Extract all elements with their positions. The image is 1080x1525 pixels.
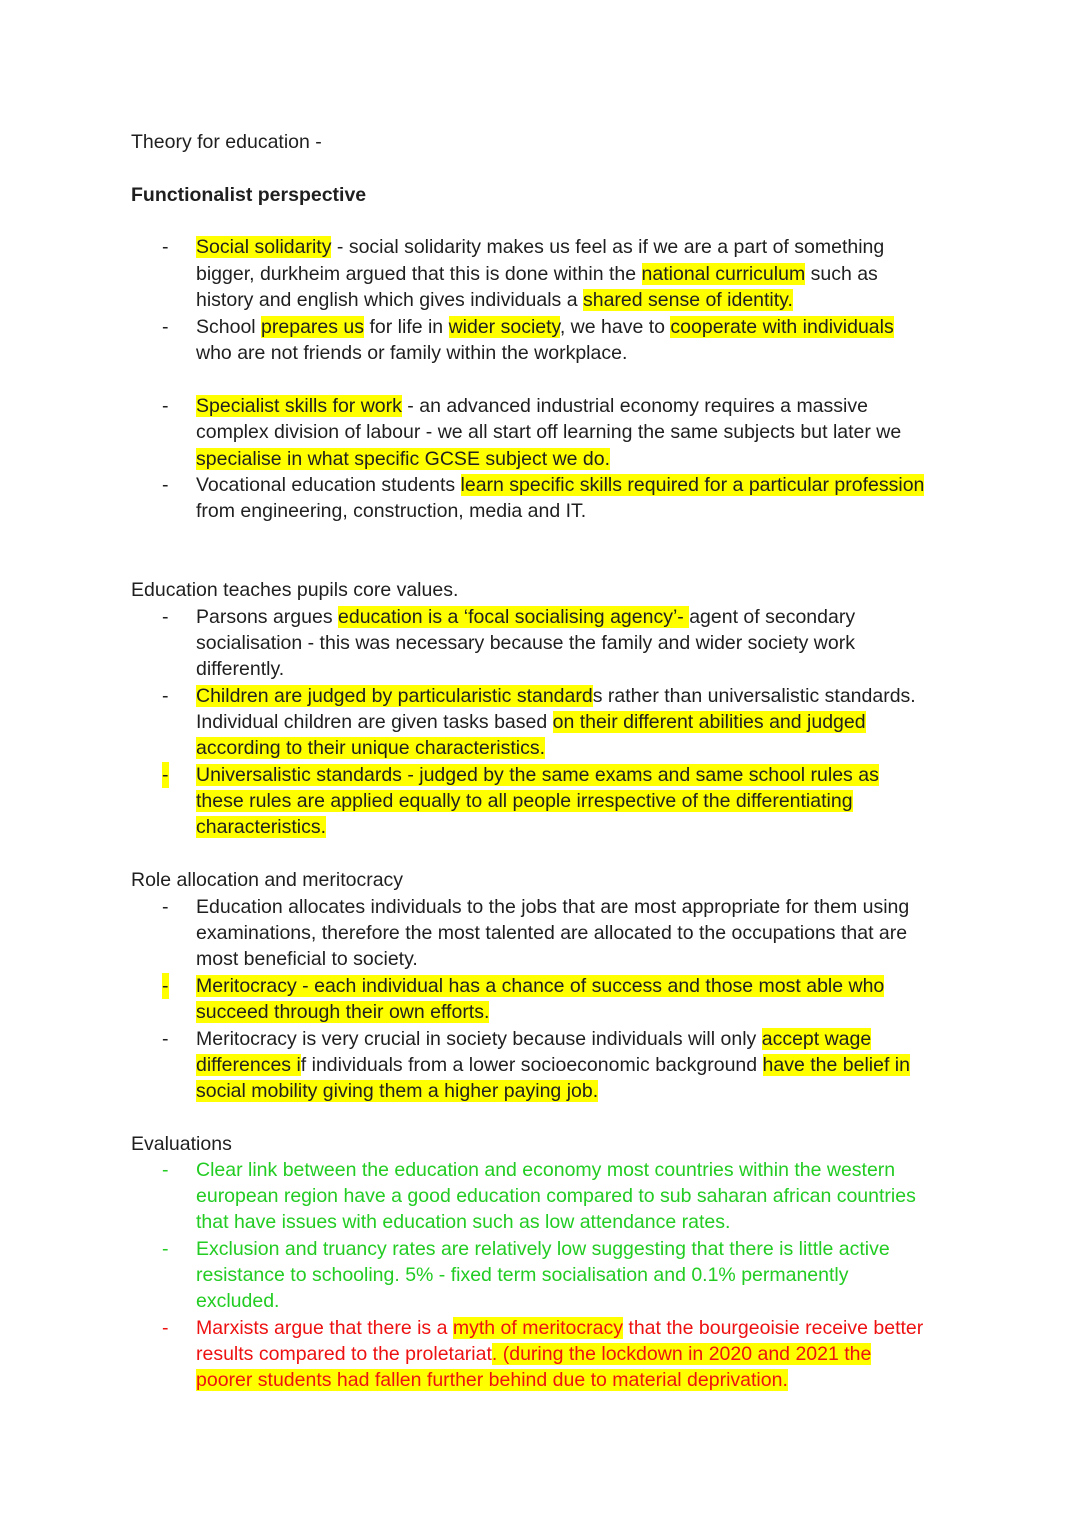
highlighted-text: accept wage (761, 1028, 872, 1050)
highlighted-text: poorer students had fallen further behind due to material deprivation. (196, 1369, 788, 1391)
highlighted-text: education is a ‘focal socialising agency’- (338, 606, 690, 628)
bullet-dash: - (162, 606, 169, 628)
highlighted-text: these rules are applied equally to all people irrespective of the differentiating (196, 790, 853, 812)
text: Exclusion and truancy rates are relatively low suggesting that there is little active (196, 1238, 890, 1260)
bullet-line (196, 472, 924, 498)
bullet-dash: - (162, 236, 169, 258)
text: for life in (364, 316, 449, 338)
text: results compared to the proletariat (196, 1343, 492, 1365)
highlighted-text: prepares us (261, 316, 365, 338)
highlighted-text: Universalistic standards - judged by the same exams and same school rules as (196, 764, 879, 786)
highlighted-text: succeed through their own efforts. (196, 1001, 490, 1023)
text: that the bourgeoisie receive better (623, 1317, 924, 1339)
highlighted-text: according to their unique characteristics. (196, 737, 546, 759)
text: resistance to schooling. 5% - fixed term socialisation and 0.1% permanently (196, 1264, 849, 1286)
text: excluded. (196, 1290, 280, 1312)
text: examinations, therefore the most talented are allocated to the occupations that are (196, 922, 908, 944)
bullet-line (196, 920, 907, 946)
highlighted-text: . (during the lockdown in 2020 and 2021 the (491, 1343, 872, 1365)
bullet-dash: - (162, 1028, 169, 1050)
bullet-line (196, 261, 878, 287)
highlighted-text: Social solidarity (196, 236, 332, 258)
bullet-line (196, 498, 586, 524)
text: differently. (196, 658, 285, 680)
bullet-line (196, 683, 916, 709)
bullet-dash: - (162, 685, 169, 707)
text: complex division of labour - we all start off learning the same subjects but later we (196, 421, 902, 443)
highlighted-text: wider society (448, 316, 560, 338)
text: european region have a good education compared to sub saharan african countries (196, 1185, 916, 1207)
bullet-line (196, 1315, 923, 1341)
bullet-dash: - (162, 896, 169, 918)
bullet-line (196, 1367, 788, 1393)
highlighted-text: have the belief in (762, 1054, 910, 1076)
bullet-line (196, 894, 909, 920)
highlighted-text: myth of meritocracy (452, 1317, 623, 1339)
bullet-line (196, 709, 866, 735)
bullet-line (196, 788, 853, 814)
bullet-dash: - (162, 474, 169, 496)
functionalist-heading: Functionalist perspective (131, 184, 367, 206)
bullet-line (196, 1078, 598, 1104)
text: School (196, 316, 262, 338)
bullet-line (196, 446, 610, 472)
bullet-line (196, 287, 793, 313)
bullet-line (196, 1052, 910, 1078)
text: Meritocracy is very crucial in society because individuals will only (196, 1028, 762, 1050)
bullet-line (196, 762, 879, 788)
bullet-line (196, 999, 489, 1025)
highlighted-text: characteristics. (196, 816, 327, 838)
bullet-line (196, 973, 884, 999)
role-heading: Role allocation and meritocracy (131, 869, 404, 891)
values-heading: Education teaches pupils core values. (131, 579, 459, 601)
bullet-line (196, 1183, 916, 1209)
bullet-line (196, 393, 868, 419)
bullet-line (196, 419, 901, 445)
bullet-line (196, 1262, 849, 1288)
bullet-line (196, 604, 855, 630)
bullet-dash: - (162, 1317, 169, 1339)
bullet-line (196, 814, 326, 840)
bullet-line (196, 946, 418, 972)
highlighted-text: differences i (196, 1054, 301, 1076)
text: - social solidarity makes us feel as if we are a part of something (331, 236, 885, 258)
bullet-line (196, 340, 627, 366)
bullet-line (196, 234, 884, 260)
text: socialisation - this was necessary because the family and wider society work (196, 632, 855, 654)
text: Parsons argues (196, 606, 338, 628)
highlighted-text: specialise in what specific GCSE subject we do. (196, 448, 611, 470)
text: history and english which gives individuals a (196, 289, 583, 311)
highlighted-text: cooperate with individuals (670, 316, 894, 338)
bullet-dash: - (162, 1159, 169, 1181)
document-title: Theory for education - (131, 131, 322, 153)
text: Clear link between the education and economy most countries within the western (196, 1159, 896, 1181)
bullet-line (196, 735, 545, 761)
bullet-dash: - (162, 973, 169, 999)
bullet-dash: - (162, 762, 169, 788)
text: most beneficial to society. (196, 948, 418, 970)
bullet-line (196, 1341, 871, 1367)
text: s rather than universalistic standards. (592, 685, 916, 707)
bullet-line (196, 314, 894, 340)
text: Education allocates individuals to the jobs that are most appropriate for them using (196, 896, 910, 918)
text: Marxists argue that there is a (196, 1317, 453, 1339)
bullet-dash: - (162, 316, 169, 338)
text: who are not friends or family within the workplace. (196, 342, 628, 364)
highlighted-text: Children are judged by particularistic standard (196, 685, 593, 707)
text: that have issues with education such as low attendance rates. (196, 1211, 731, 1233)
bullet-line (196, 1157, 895, 1183)
highlighted-text: on their different abilities and judged (552, 711, 866, 733)
bullet-dash: - (162, 1238, 169, 1260)
bullet-line (196, 630, 855, 656)
text: - an advanced industrial economy requires a massive (401, 395, 868, 417)
highlighted-text: national curriculum (641, 263, 806, 285)
highlighted-text: learn specific skills required for a particular profession (460, 474, 925, 496)
text: Individual children are given tasks based (196, 711, 553, 733)
text: such as (805, 263, 878, 285)
bullet-line (196, 1288, 279, 1314)
bullet-line (196, 1236, 890, 1262)
bullet-line (196, 1026, 871, 1052)
bullet-dash: - (162, 395, 169, 417)
text: f individuals from a lower socioeconomic background (300, 1054, 763, 1076)
text: bigger, durkheim argued that this is done within the (196, 263, 642, 285)
bullet-line (196, 656, 284, 682)
highlighted-text: Meritocracy - each individual has a chance of success and those most able who (196, 975, 885, 997)
highlighted-text: social mobility giving them a higher paying job. (196, 1080, 599, 1102)
text: Vocational education students (196, 474, 461, 496)
evaluations-heading: Evaluations (131, 1133, 232, 1155)
highlighted-text: shared sense of identity. (582, 289, 793, 311)
text: agent of secondary (689, 606, 856, 628)
bullet-line (196, 1209, 730, 1235)
text: , we have to (559, 316, 671, 338)
text: from engineering, construction, media and IT. (196, 500, 587, 522)
highlighted-text: Specialist skills for work (196, 395, 402, 417)
